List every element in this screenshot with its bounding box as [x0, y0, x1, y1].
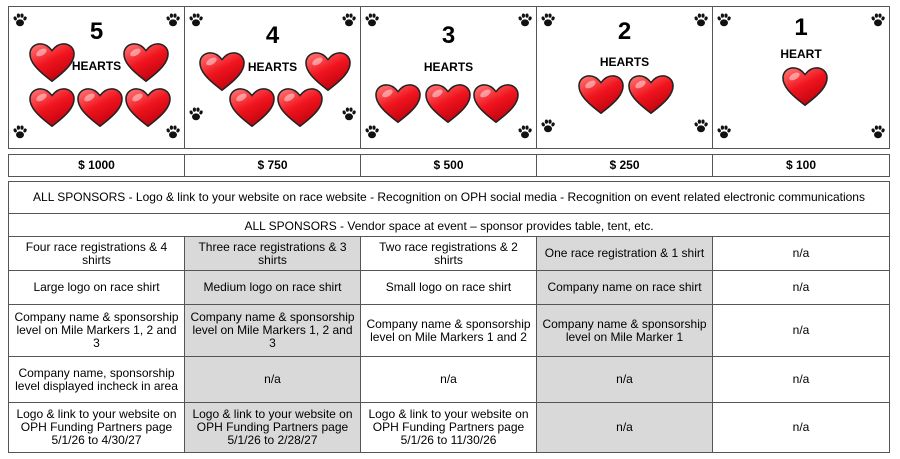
tier-label: HEARTS: [71, 59, 122, 73]
tier-1-price: $ 100: [785, 158, 817, 172]
tier-label: HEARTS: [247, 60, 298, 74]
tier-number: 4: [265, 22, 280, 49]
heart-icon: [578, 74, 624, 116]
paw-print-icon: [517, 124, 533, 140]
paw-print-icon: [364, 124, 380, 140]
table-row: [9, 403, 889, 452]
table-cell: Logo & link to your website on OPH Funding Partners page 5/1/26 to 11/30/26: [361, 403, 537, 452]
table-cell: n/a: [792, 323, 810, 337]
heart-icon: [123, 42, 169, 84]
paw-print-icon: [870, 124, 886, 140]
table-cell: Four race registrations & 4 shirts: [9, 237, 185, 270]
heart-icon: [229, 87, 275, 129]
table-row: [9, 271, 889, 305]
tier-number: 2: [617, 18, 632, 45]
table-cell: Logo & link to your website on OPH Funding Partners page 5/1/26 to 2/28/27: [185, 403, 361, 452]
table-cell: Company name on race shirt: [537, 271, 713, 304]
table-cell: Company name & sponsorship level on Mile Marker 1: [537, 305, 713, 356]
tier-2-card: [537, 7, 713, 148]
tier-cards: [8, 6, 890, 149]
paw-print-icon: [188, 106, 204, 122]
heart-icon: [425, 83, 471, 125]
table-cell: n/a: [792, 280, 810, 294]
heart-icon: [277, 87, 323, 129]
vendor-space-banner: ALL SPONSORS - Vendor space at event – sponsor provides table, tent, etc.: [8, 214, 890, 237]
heart-icon: [473, 83, 519, 125]
table-cell: n/a: [537, 357, 713, 402]
table-row: [9, 305, 889, 357]
tier-number: 5: [89, 18, 104, 45]
table-cell: Company name & sponsorship level on Mile Markers 1, 2 and 3: [9, 305, 185, 356]
tier-4-price: $ 750: [185, 155, 361, 176]
paw-print-icon: [12, 124, 28, 140]
table-cell: n/a: [792, 420, 810, 434]
table-cell: Three race registrations & 3 shirts: [185, 237, 361, 270]
paw-print-icon: [540, 118, 556, 134]
tier-number: 3: [441, 22, 456, 49]
tier-2-price: $ 250: [537, 155, 713, 176]
table-row: [9, 237, 889, 271]
table-row: [9, 357, 889, 403]
paw-print-icon: [693, 118, 709, 134]
table-cell: Company name & sponsorship level on Mile Markers 1, 2 and 3: [185, 305, 361, 356]
heart-icon: [29, 87, 75, 129]
all-sponsors-banner: ALL SPONSORS - Logo & link to your website on race website - Recognition on OPH social media - Recognition on event related electronic communications: [8, 181, 890, 214]
table-cell: One race registration & 1 shirt: [537, 237, 713, 270]
tier-label: HEARTS: [423, 60, 474, 74]
heart-icon: [782, 66, 828, 108]
table-cell: Company name & sponsorship level on Mile Markers 1 and 2: [361, 305, 537, 356]
tier-label: HEART: [780, 47, 822, 61]
paw-print-icon: [716, 124, 732, 140]
table-cell: Two race registrations & 2 shirts: [361, 237, 537, 270]
tier-5-card: [9, 7, 185, 148]
tier-4-card: [185, 7, 361, 148]
tier-label: HEARTS: [599, 55, 650, 69]
heart-icon: [125, 87, 171, 129]
table-cell: Small logo on race shirt: [361, 271, 537, 304]
table-cell: n/a: [792, 246, 810, 260]
tier-1-card: [713, 7, 889, 148]
table-cell: Large logo on race shirt: [9, 271, 185, 304]
table-cell: Medium logo on race shirt: [185, 271, 361, 304]
price-row: [8, 154, 890, 177]
table-cell: n/a: [361, 357, 537, 402]
table-cell: n/a: [185, 357, 361, 402]
sponsorship-levels: [8, 6, 890, 453]
tier-3-card: [361, 7, 537, 148]
table-cell: n/a: [792, 372, 810, 386]
table-cell: n/a: [537, 403, 713, 452]
benefits-table: [8, 237, 890, 453]
heart-icon: [628, 74, 674, 116]
table-cell: Company name, sponsorship level displayed incheck in area: [9, 357, 185, 402]
tier-3-price: $ 500: [361, 155, 537, 176]
tier-number: 1: [794, 14, 808, 41]
heart-icon: [29, 42, 75, 84]
paw-print-icon: [341, 106, 357, 122]
table-cell: Logo & link to your website on OPH Funding Partners page 5/1/26 to 4/30/27: [9, 403, 185, 452]
heart-icon: [77, 87, 123, 129]
heart-icon: [375, 83, 421, 125]
tier-5-price: $ 1000: [9, 155, 185, 176]
